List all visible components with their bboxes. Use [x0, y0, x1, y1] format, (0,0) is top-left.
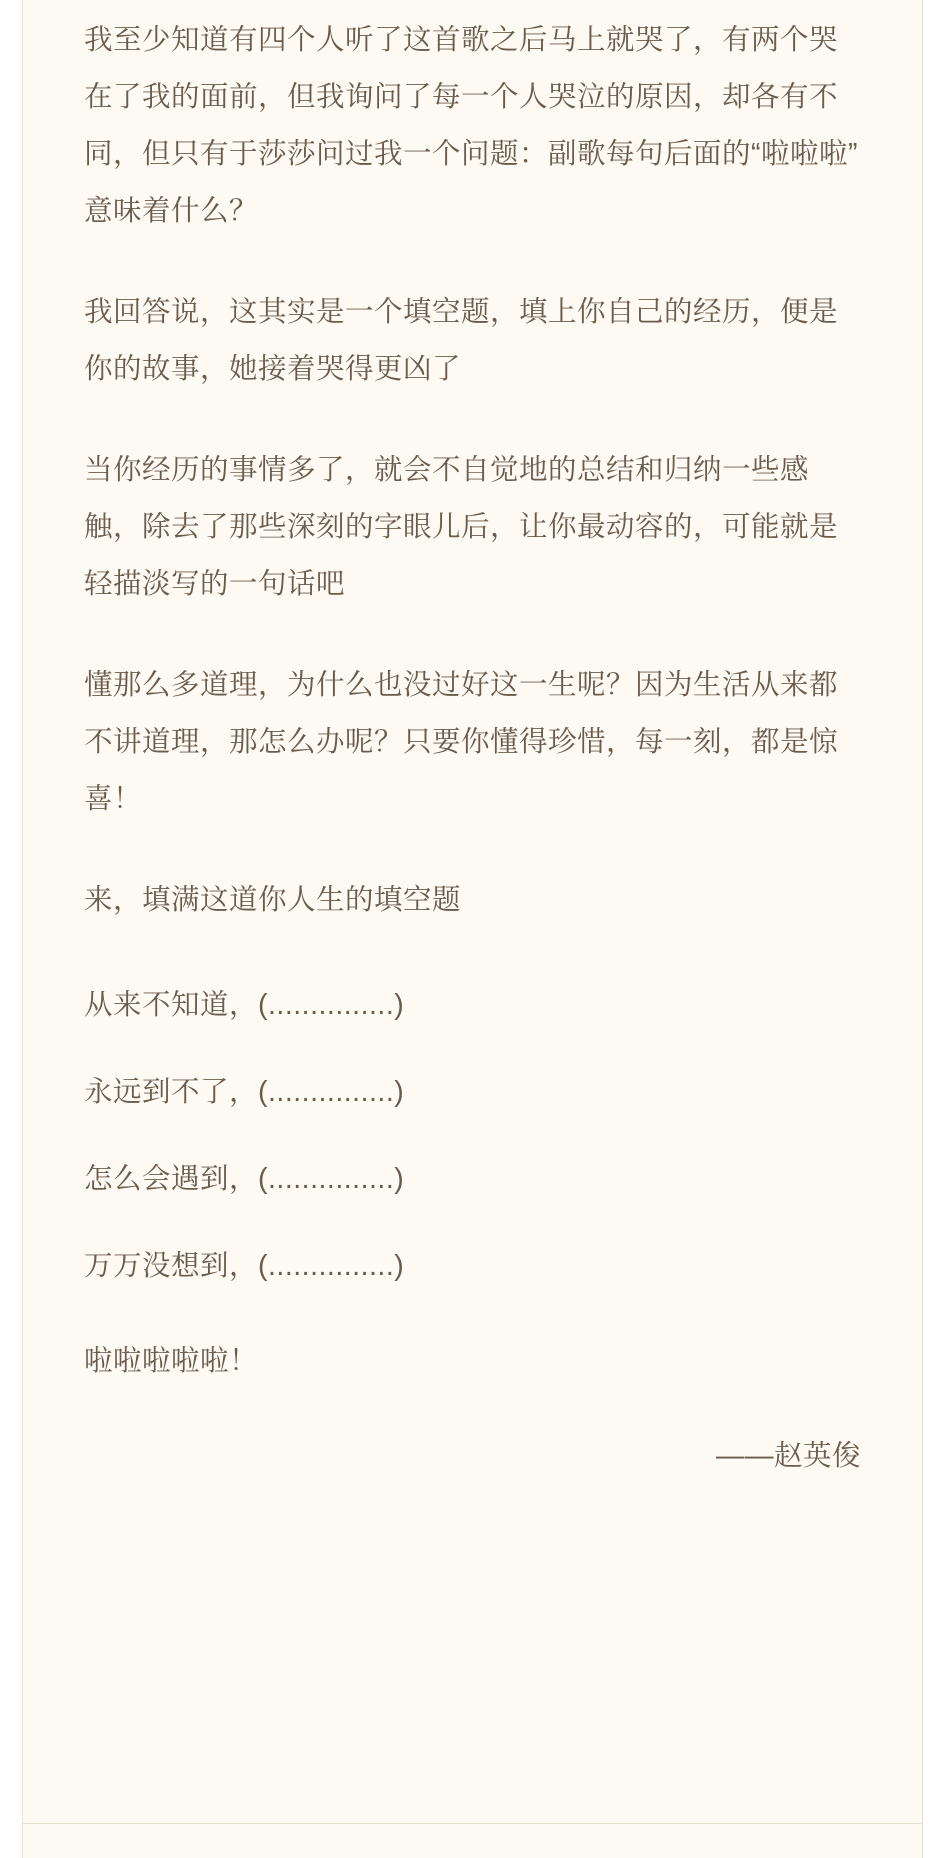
article-body [22, 0, 923, 1822]
fill-in-spacer [84, 1121, 863, 1151]
paragraph-spacer [84, 240, 863, 284]
paragraph-5: 来，填满这道你人生的填空题 [84, 884, 462, 916]
page-right-edge [922, 0, 945, 1858]
fill-in-line-1: 从来不知道，(...............) [84, 989, 405, 1021]
fill-in-spacer [84, 1208, 863, 1238]
refrain-line: 啦啦啦啦啦！ [84, 1345, 259, 1377]
paragraph-spacer [84, 828, 863, 872]
signature-spacer [84, 1390, 863, 1428]
paragraph-spacer [84, 398, 863, 442]
fill-in-list [84, 947, 863, 1295]
fill-in-line-4: 万万没想到，(...............) [84, 1250, 405, 1282]
paragraph-1: 我至少知道有四个人听了这首歌之后马上就哭了，有两个哭在了我的面前，但我询问了每一个人哭泣的原因，却各有不同，但只有于莎莎问过我一个问题：副歌每句后面的“啦啦啦”意味着什么？ [84, 24, 858, 227]
refrain-spacer [84, 1295, 863, 1333]
fill-in-line-3: 怎么会遇到，(...............) [84, 1163, 405, 1195]
paragraph-3: 当你经历的事情多了，就会不自觉地的总结和归纳一些感触，除去了那些深刻的字眼儿后，让你最动容的，可能就是轻描淡写的一句话吧 [84, 454, 839, 600]
paragraph-2: 我回答说，这其实是一个填空题，填上你自己的经历，便是你的故事，她接着哭得更凶了 [84, 296, 839, 385]
paragraph-4: 懂那么多道理，为什么也没过好这一生呢？因为生活从来都不讲道理，那怎么办呢？只要你懂得珍惜，每一刻，都是惊喜！ [84, 669, 839, 815]
page-left-edge [0, 0, 23, 1858]
paragraph-spacer [84, 613, 863, 657]
fill-in-line-2: 永远到不了，(...............) [84, 1076, 405, 1108]
bottom-divider [22, 1823, 923, 1824]
fill-in-spacer [84, 947, 863, 977]
author-signature: ——赵英俊 [715, 1440, 861, 1472]
fill-in-spacer [84, 1034, 863, 1064]
